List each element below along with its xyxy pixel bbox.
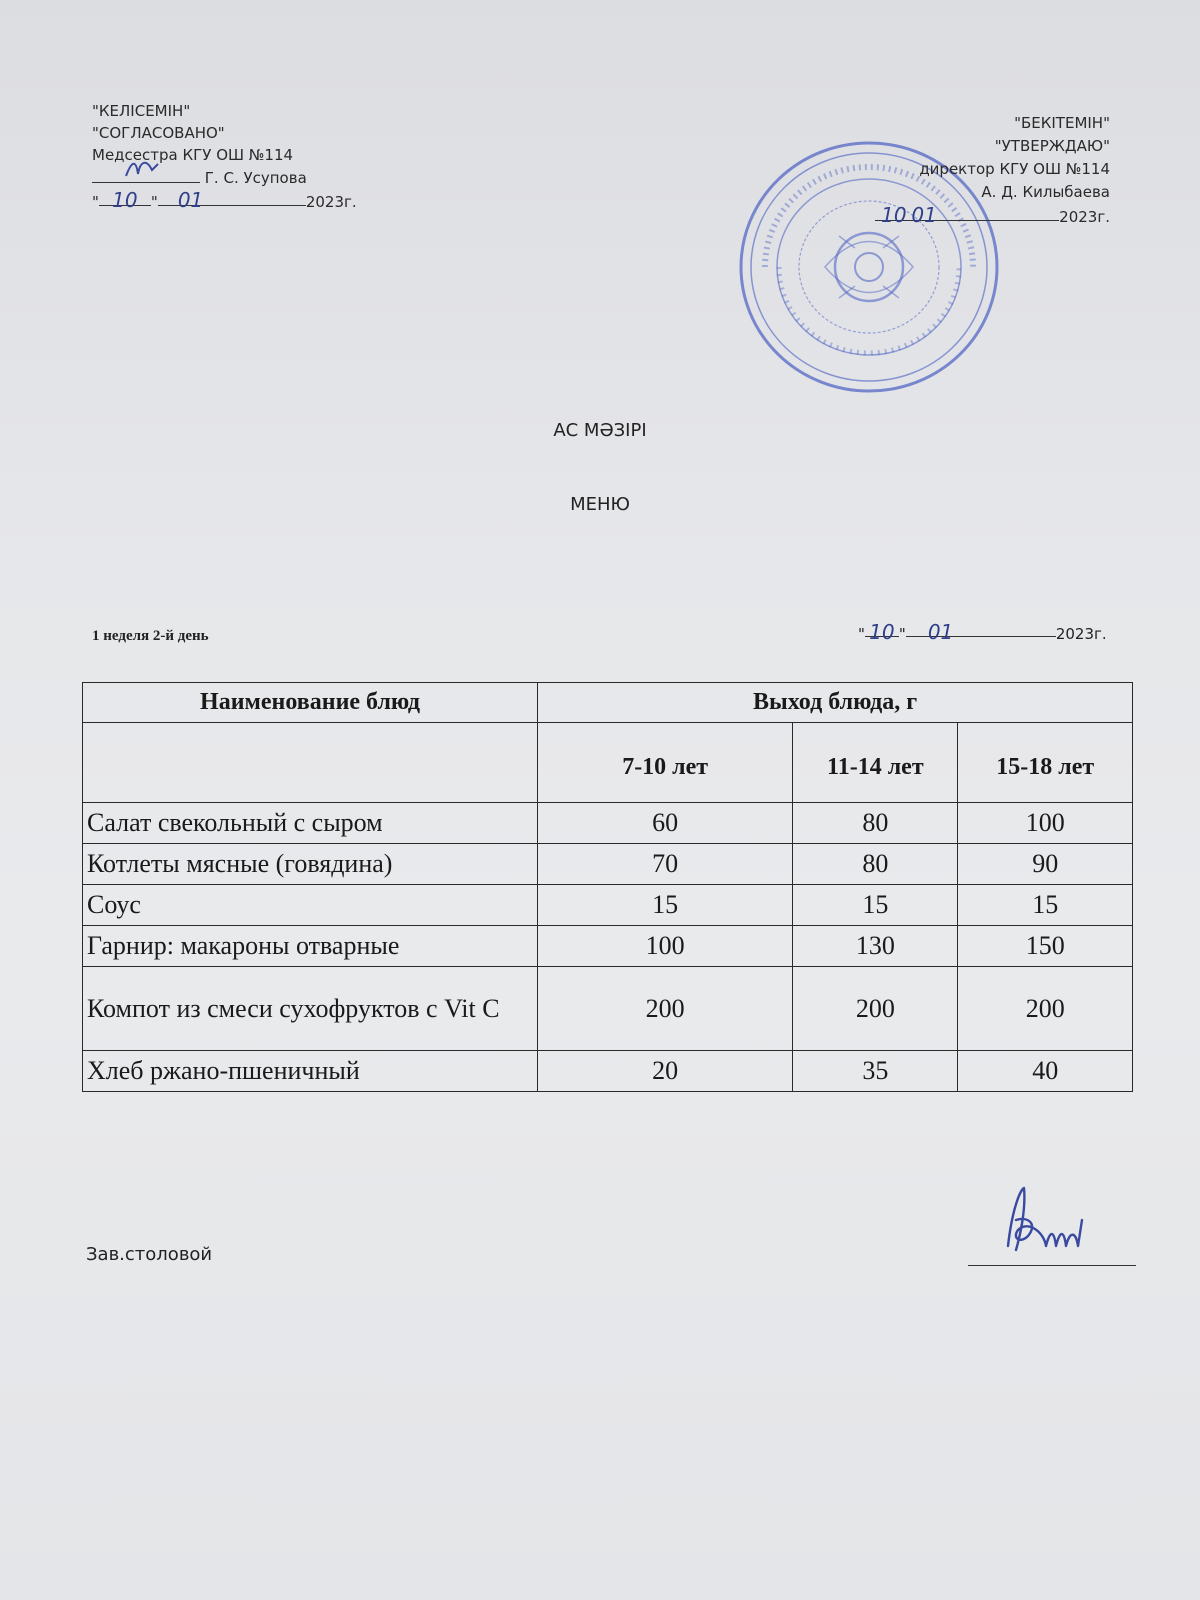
approval-block — [92, 100, 357, 213]
confirm-date-year: 2023г. — [1059, 208, 1110, 226]
dish-name: Компот из смеси сухофруктов с Vit C — [83, 967, 538, 1051]
confirm-ru: "УТВЕРЖДАЮ" — [994, 137, 1110, 155]
output-15-18: 150 — [958, 926, 1133, 967]
empty-header-cell — [83, 723, 538, 803]
output-15-18: 100 — [958, 803, 1133, 844]
output-7-10: 200 — [538, 967, 793, 1051]
output-15-18: 40 — [958, 1051, 1133, 1092]
table-header-row — [83, 683, 1133, 723]
table-row — [83, 803, 1133, 844]
output-11-14: 35 — [793, 1051, 958, 1092]
output-7-10: 60 — [538, 803, 793, 844]
menu-date-month: 01 — [927, 620, 954, 644]
age-group-3: 15-18 лет — [958, 723, 1133, 803]
signature-line — [968, 1265, 1136, 1266]
title-kz: АС МӘЗІРІ — [553, 420, 647, 441]
output-11-14: 15 — [793, 885, 958, 926]
menu-date: " 10 " 01 2023г. — [858, 620, 1107, 644]
confirm-date — [875, 204, 1110, 229]
day-label: 1 неделя 2-й день — [92, 628, 209, 644]
output-7-10: 100 — [538, 926, 793, 967]
title-ru: МЕНЮ — [570, 494, 630, 515]
table-row — [83, 1051, 1133, 1092]
approval-ru: "СОГЛАСОВАНО" — [92, 124, 225, 142]
output-7-10: 20 — [538, 1051, 793, 1092]
output-15-18: 200 — [958, 967, 1133, 1051]
confirm-position: директор КГУ ОШ №114 — [919, 160, 1110, 178]
canteen-head-label: Зав.столовой — [86, 1244, 213, 1265]
approval-date: " 10 " 01 2023г. — [92, 188, 357, 212]
dish-output-header: Выход блюда, г — [538, 683, 1133, 723]
confirm-block — [875, 112, 1110, 229]
confirm-kz: "БЕКІТЕМІН" — [1014, 114, 1110, 132]
output-15-18: 90 — [958, 844, 1133, 885]
table-row — [83, 885, 1133, 926]
output-11-14: 200 — [793, 967, 958, 1051]
approval-name: Г. С. Усупова — [204, 169, 307, 187]
age-group-1: 7-10 лет — [538, 723, 793, 803]
output-7-10: 70 — [538, 844, 793, 885]
signature-mark-icon — [122, 156, 162, 182]
table-row — [83, 926, 1133, 967]
approval-kz: "КЕЛІСЕМІН" — [92, 102, 191, 120]
approval-date-day: 10 — [112, 188, 138, 212]
approval-date-month: 01 — [177, 188, 204, 212]
confirm-date-month: 01 — [911, 203, 937, 227]
menu-date-year: 2023г. — [1055, 625, 1107, 643]
dish-name-header: Наименование блюд — [83, 683, 538, 723]
dish-name: Салат свекольный с сыром — [83, 803, 538, 844]
output-11-14: 80 — [793, 803, 958, 844]
output-7-10: 15 — [538, 885, 793, 926]
menu-date-day: 10 — [869, 620, 895, 644]
approval-signature-line — [92, 166, 357, 189]
confirm-name: А. Д. Килыбаева — [981, 183, 1110, 201]
age-group-row — [83, 723, 1133, 803]
confirm-date-day: 10 — [881, 203, 907, 227]
table-row — [83, 844, 1133, 885]
age-group-2: 11-14 лет — [793, 723, 958, 803]
dish-name: Котлеты мясные (говядина) — [83, 844, 538, 885]
approval-date-year: 2023г. — [305, 193, 357, 211]
output-11-14: 130 — [793, 926, 958, 967]
menu-table — [82, 682, 1133, 1092]
approval-signature — [92, 166, 200, 183]
approval-position: Медсестра КГУ ОШ №114 — [92, 146, 294, 164]
dish-name: Гарнир: макароны отварные — [83, 926, 538, 967]
table-row — [83, 967, 1133, 1051]
output-15-18: 15 — [958, 885, 1133, 926]
canteen-head-signature-icon — [998, 1180, 1108, 1260]
dish-name: Хлеб ржано-пшеничный — [83, 1051, 538, 1092]
output-11-14: 80 — [793, 844, 958, 885]
dish-name: Соус — [83, 885, 538, 926]
